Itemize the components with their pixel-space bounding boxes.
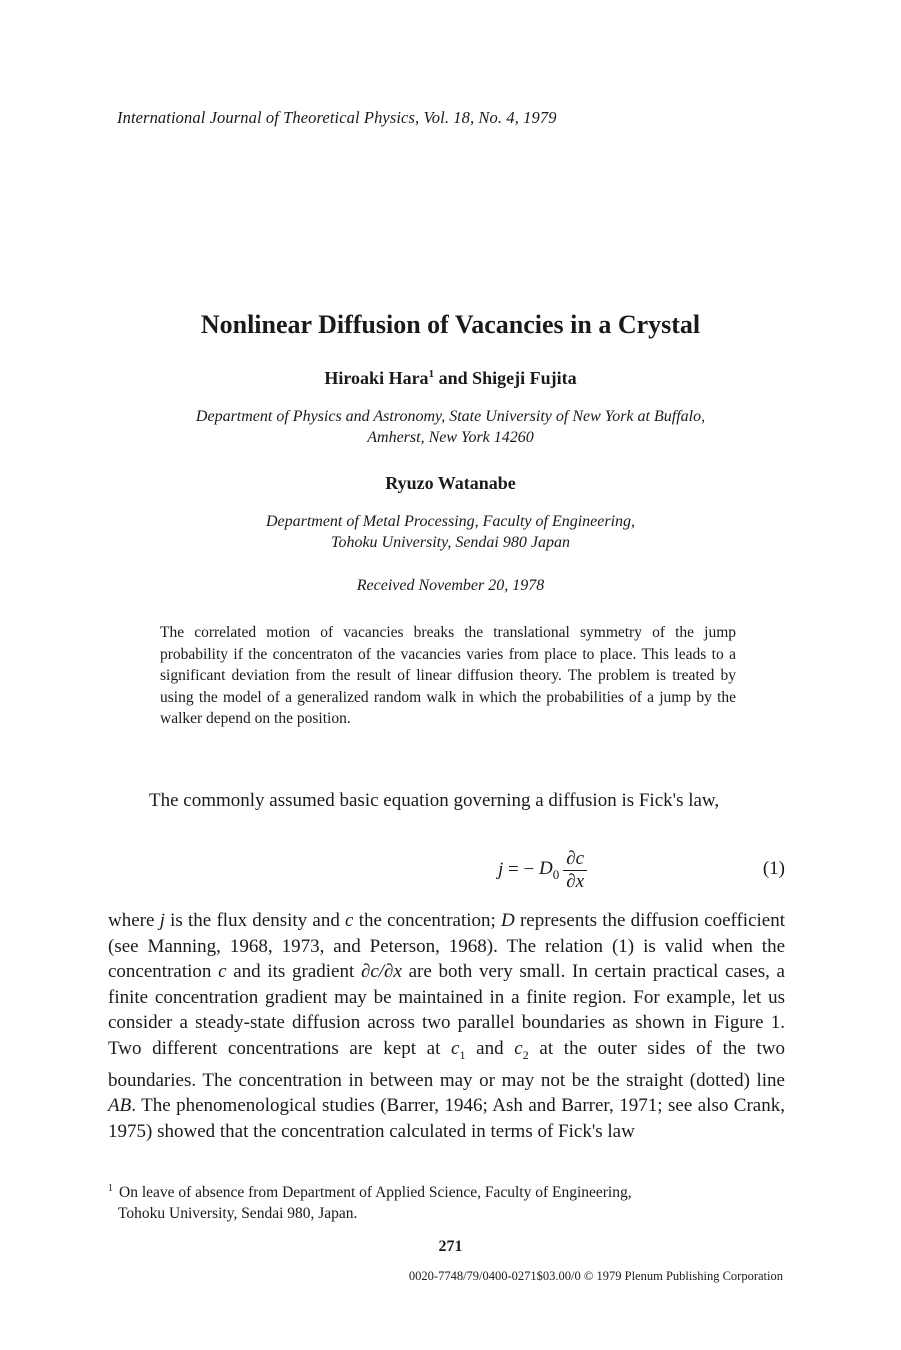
equation-1 (108, 846, 785, 896)
eq-coef (539, 858, 559, 883)
paragraph-1 (108, 788, 785, 814)
p2-symbol-c2: c (514, 1037, 523, 1059)
authors-group-1 (0, 368, 901, 389)
author-hara: Hiroaki Hara (324, 368, 429, 388)
footnote-line-1: On leave of absence from Department of Applied Science, Faculty of Engineering, (119, 1184, 632, 1201)
paragraph-2 (108, 908, 785, 1144)
affiliation-2-line-1: Department of Metal Processing, Faculty of Engineering, (265, 513, 636, 530)
equation-body (498, 846, 587, 894)
p2-text: where (108, 910, 160, 931)
eq-denominator: ∂x (566, 870, 585, 892)
p2-symbol-c: c (345, 910, 354, 931)
eq-numerator: ∂c (563, 848, 587, 871)
p2-gradient: ∂c/∂x (360, 961, 402, 982)
p2-text: are both very small. In certain practical cases, a finite concentration gradient may be maintained in a finite region. For example, let us consider a steady-state diffusion across two parallel boundaries as shown in Figure 1. Two different concentrations are kept at (108, 961, 785, 1059)
author-fujita: Shigeji Fujita (472, 368, 577, 388)
affiliation-2-line-2: Tohoku University, Sendai 980 Japan (331, 534, 570, 551)
eq-coef-symbol: D (538, 857, 553, 879)
eq-equals: = − (503, 859, 539, 880)
eq-lhs: j (498, 859, 504, 880)
p2-symbol-c: c (218, 961, 227, 982)
footnote-line-2: Tohoku University, Sendai 980, Japan. (118, 1205, 358, 1222)
eq-coef-subscript: 0 (552, 866, 560, 882)
footnote-mark: 1 (108, 1182, 113, 1194)
p2-subscript-1: 1 (459, 1047, 466, 1062)
abstract: The correlated motion of vacancies breaks the translational symmetry of the jump probability if the concentraton of the vacancies varies from place to place. This leads to a significant deviation from the result of linear diffusion theory. The problem is treated by using the model of a generalized random walk in which the probabilities of a jump by the walker depend on the position. (160, 624, 736, 727)
p2-text: is the flux density and (164, 910, 346, 931)
p2-text: and (465, 1037, 515, 1059)
paper-title: Nonlinear Diffusion of Vacancies in a Crystal (200, 310, 701, 339)
copyright-line: 0020-7748/79/0400-0271$03.00/0 © 1979 Plenum Publishing Corporation (408, 1269, 783, 1283)
affiliation-1 (0, 406, 901, 448)
p2-text: the concentration; (353, 910, 502, 931)
p2-text: represents the diffusion coefficient (see Manning, 1968, 1973, and Peterson, 1968). The relation (1) is valid when the concentration (108, 910, 786, 982)
author-connector: and (434, 368, 473, 388)
p2-line-AB: AB (108, 1095, 132, 1117)
eq-fraction (563, 848, 587, 893)
journal-header: International Journal of Theoretical Physics, Vol. 18, No. 4, 1979 (117, 108, 557, 127)
paragraph-1-text: The commonly assumed basic equation governing a diffusion is Fick's law, (149, 790, 720, 811)
p2-subscript-2: 2 (522, 1047, 529, 1062)
p2-text: . The phenomenological studies (Barrer, 1946; Ash and Barrer, 1971; see also Crank, 1975) showed that the concentration calculated in terms of Fick's law (108, 1095, 785, 1142)
affiliation-2 (0, 511, 901, 553)
footnote-ref: 1 (428, 368, 435, 380)
page-number: 271 (438, 1238, 463, 1255)
affiliation-1-line-2: Amherst, New York 14260 (367, 429, 534, 446)
author-watanabe: Ryuzo Watanabe (385, 473, 516, 493)
p2-text: and its gradient (226, 961, 361, 982)
footnote-1 (108, 1182, 785, 1224)
p2-symbol-c1: c (451, 1037, 460, 1059)
received-date: Received November 20, 1978 (356, 577, 545, 594)
p2-symbol-D: D (501, 910, 515, 931)
affiliation-1-line-1: Department of Physics and Astronomy, State University of New York at Buffalo, (195, 408, 706, 425)
p2-symbol-j: j (159, 910, 165, 931)
equation-number: (1) (762, 858, 785, 879)
p2-text: at the outer sides of the two boundaries. The concentration in between may or may not be the straight (dotted) line (108, 1037, 785, 1091)
